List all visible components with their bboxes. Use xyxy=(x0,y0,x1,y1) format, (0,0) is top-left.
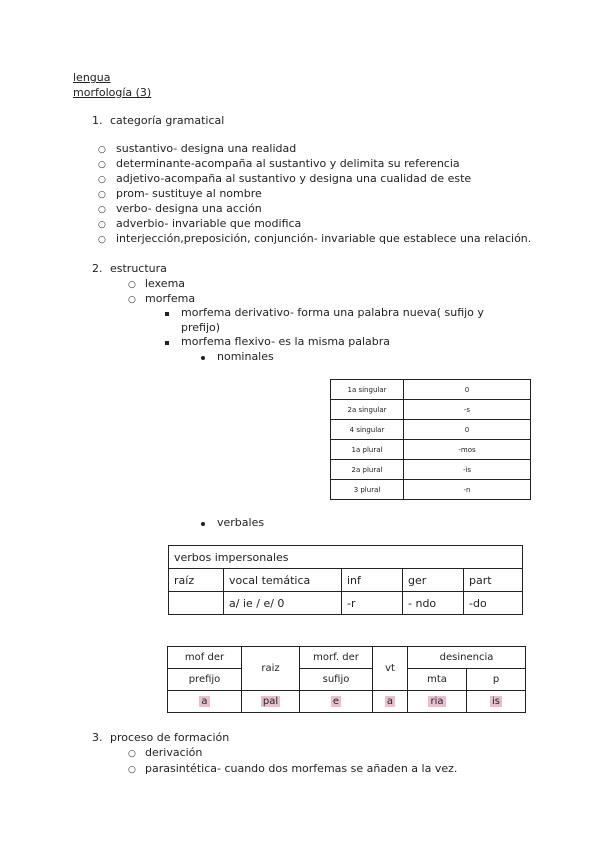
list-item-flexivo: morfema flexivo- es la misma palabra xyxy=(181,335,391,348)
bullet-icon: ○ xyxy=(98,220,106,230)
dot-bullet-icon xyxy=(201,356,205,360)
table-cell: -do xyxy=(464,592,523,615)
square-bullet-icon xyxy=(165,341,169,345)
nominal-table xyxy=(330,379,531,500)
bullet-icon: ○ xyxy=(128,280,136,290)
list-item-lexema: lexema xyxy=(145,277,186,290)
table-row xyxy=(169,592,523,615)
bullet-icon: ○ xyxy=(98,235,106,245)
list-item: determinante-acompaña al sustantivo y delimita su referencia xyxy=(116,157,460,170)
square-bullet-icon xyxy=(165,312,169,316)
table-cell: 3 plural xyxy=(331,480,404,500)
doc-subtitle: morfología (3) xyxy=(73,86,152,99)
table-cell: -n xyxy=(404,480,531,500)
bullet-icon: ○ xyxy=(98,190,106,200)
table-header-cell: sufijo xyxy=(300,669,373,691)
table-header-cell: raiz xyxy=(242,647,300,691)
table-header-cell: ger xyxy=(403,569,464,592)
bullet-icon: ○ xyxy=(98,205,106,215)
table-cell: -s xyxy=(404,400,531,420)
table-title-cell: verbos impersonales xyxy=(169,546,523,569)
table-row xyxy=(331,480,531,500)
doc-title: lengua xyxy=(73,71,111,84)
table-cell: 0 xyxy=(404,380,531,400)
bullet-icon: ○ xyxy=(128,295,136,305)
table-cell: 2a plural xyxy=(331,460,404,480)
list-item: interjección,preposición, conjunción- invariable que establece una relación. xyxy=(116,232,532,245)
list-item: derivación xyxy=(145,746,203,759)
table-cell xyxy=(242,691,300,713)
section-number: 2. xyxy=(92,262,103,275)
table-header-cell: morf. der xyxy=(300,647,373,669)
section-number: 3. xyxy=(92,731,103,744)
table-header-cell: p xyxy=(467,669,526,691)
list-item-verbales: verbales xyxy=(217,516,265,529)
table-cell: -mos xyxy=(404,440,531,460)
table-row xyxy=(331,420,531,440)
section-title: categoría gramatical xyxy=(110,114,225,127)
table-cell xyxy=(169,592,224,615)
table-cell xyxy=(408,691,467,713)
highlighted-text: ria xyxy=(430,696,444,707)
highlighted-text: pal xyxy=(262,696,279,707)
table-header-cell: vt xyxy=(373,647,408,691)
table-cell: 0 xyxy=(404,420,531,440)
list-item-nominales: nominales xyxy=(217,350,274,363)
table-row xyxy=(331,440,531,460)
highlighted-text: is xyxy=(492,696,500,707)
list-item: sustantivo- designa una realidad xyxy=(116,142,297,155)
bullet-icon: ○ xyxy=(98,175,106,185)
list-item: adjetivo-acompaña al sustantivo y designa una cualidad de este xyxy=(116,172,472,185)
highlighted-text: a xyxy=(386,696,394,707)
table-header-cell: prefijo xyxy=(168,669,242,691)
table-cell xyxy=(467,691,526,713)
list-item-morfema: morfema xyxy=(145,292,196,305)
dot-bullet-icon xyxy=(201,522,205,526)
bullet-icon: ○ xyxy=(98,160,106,170)
list-item: verbo- designa una acción xyxy=(116,202,262,215)
list-item: adverbio- invariable que modifica xyxy=(116,217,302,230)
table-header-cell: desinencia xyxy=(408,647,526,669)
table-cell: a/ ie / e/ 0 xyxy=(224,592,342,615)
table-row xyxy=(331,400,531,420)
table-row xyxy=(331,380,531,400)
list-item-derivativo-cont: prefijo) xyxy=(181,321,221,334)
table-cell: - ndo xyxy=(403,592,464,615)
table-cell xyxy=(373,691,408,713)
section-title: estructura xyxy=(110,262,167,275)
table-header-cell: part xyxy=(464,569,523,592)
table-cell: 4 singular xyxy=(331,420,404,440)
table-cell xyxy=(300,691,373,713)
table-cell: -r xyxy=(342,592,403,615)
highlighted-text: e xyxy=(332,696,340,707)
bullet-icon: ○ xyxy=(128,749,136,759)
list-item-derivativo: morfema derivativo- forma una palabra nueva( sufijo y xyxy=(181,306,484,319)
list-item: parasintética- cuando dos morfemas se añaden a la vez. xyxy=(145,762,458,775)
bullet-icon: ○ xyxy=(128,765,136,775)
table-row xyxy=(168,691,526,713)
table-cell: 2a singular xyxy=(331,400,404,420)
bullet-icon: ○ xyxy=(98,145,106,155)
table-header-row xyxy=(169,569,523,592)
table-header-cell: inf xyxy=(342,569,403,592)
verbal-table xyxy=(168,545,523,615)
section-number: 1. xyxy=(92,114,103,127)
table-header-cell: raíz xyxy=(169,569,224,592)
table-cell xyxy=(168,691,242,713)
table-cell: 1a singular xyxy=(331,380,404,400)
section-title: proceso de formación xyxy=(110,731,230,744)
highlighted-text: a xyxy=(201,696,208,707)
table-header-row xyxy=(168,647,526,669)
table-cell: 1a plural xyxy=(331,440,404,460)
table-header-cell: vocal temática xyxy=(224,569,342,592)
morph-table xyxy=(167,646,526,713)
table-row xyxy=(169,546,523,569)
table-header-cell: mof der xyxy=(168,647,242,669)
table-header-cell: mta xyxy=(408,669,467,691)
list-item: prom- sustituye al nombre xyxy=(116,187,262,200)
table-header-row xyxy=(168,669,526,691)
table-cell: -is xyxy=(404,460,531,480)
table-row xyxy=(331,460,531,480)
